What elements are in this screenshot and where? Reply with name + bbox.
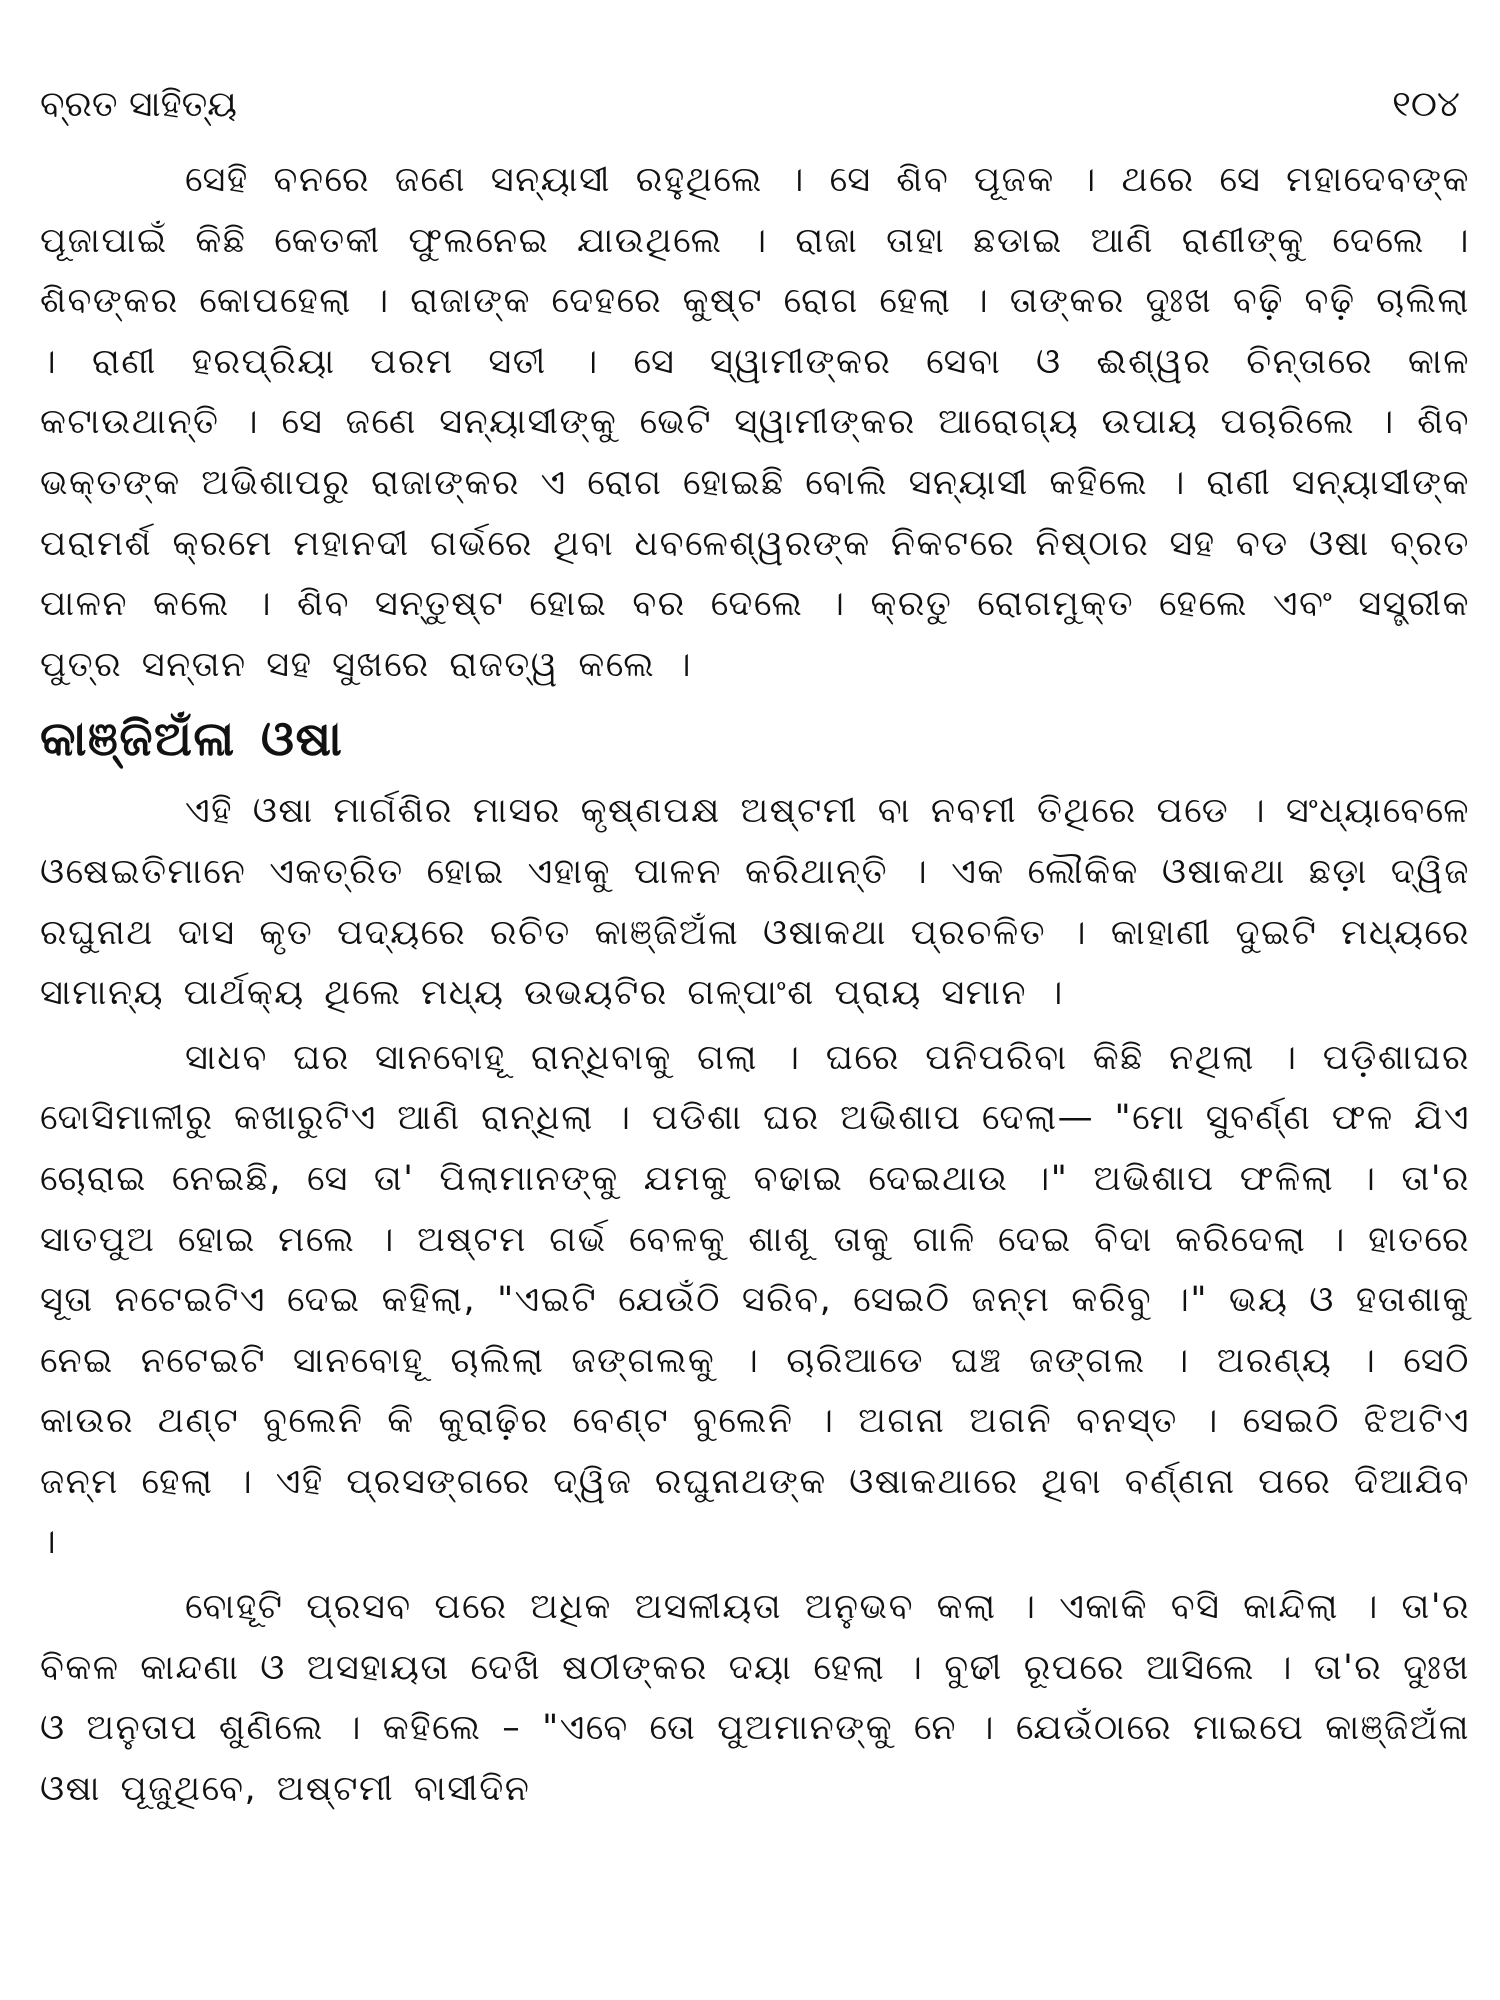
running-header (40, 80, 1470, 150)
section-heading: କାଞ୍ଜିଅଁଳା ଓଷା (40, 711, 344, 768)
page-body (40, 150, 1470, 1819)
paragraph-4: ବୋହୂଟି ପ୍ରସବ ପରେ ଅଧିକ ଅସଳୀୟତା ଅନୁଭବ କଲା । ଏକାକି ବସି କାନ୍ଦିଲା । ତା'ର ବିକଳ କାନ୍ଦଣା ଓ ଅସହାୟତା ଦେଖି ଷଠୀଙ୍କର ଦୟା ହେଲା । ବୁଢୀ ରୂପରେ ଆସିଲେ । ତା'ର ଦୁଃଖ ଓ ଅନୁତାପ ଶୁଣିଲେ । କହିଲେ – "ଏବେ ତୋ ପୁଅମାନଙ୍କୁ ନେ । ଯେଉଁଠାରେ ମାଇପେ କାଞ୍ଜିଅଁଳା ଓଷା ପୂଜୁଥିବେ, ଅଷ୍ଟମୀ ବାସୀଦିନ (40, 1587, 1470, 1809)
paragraph-3: ସାଧବ ଘର ସାନବୋହୂ ରାନ୍ଧିବାକୁ ଗଲା । ଘରେ ପନିପରିବା କିଛି ନଥିଲା । ପଡ଼ିଶାଘର ଦୋସିମାଳୀରୁ କଖାରୁଟିଏ ଆଣି ରାନ୍ଧିଲା । ପଡିଶା ଘର ଅଭିଶାପ ଦେଲା— "ମୋ ସୁବର୍ଣ୍ଣ ଫଳ ଯିଏ ଚୋରାଇ ନେଇଛି, ସେ ତା' ପିଲାମାନଙ୍କୁ ଯମକୁ ବଢାଇ ଦେଇଥାଉ ।" ଅଭିଶାପ ଫଳିଲା । ତା'ର ସାତପୁଅ ହୋଇ ମଲେ । ଅଷ୍ଟମ ଗର୍ଭ ବେଳକୁ ଶାଶୂ ତାକୁ ଗାଳି ଦେଇ ବିଦା କରିଦେଲା । ହାତରେ ସୂତା ନଟେଇଟିଏ ଦେଇ କହିଲା, "ଏଇଟି ଯେଉଁଠି ସରିବ, ସେଇଠି ଜନ୍ମ କରିବୁ ।" ଭୟ ଓ ହତାଶାକୁ ନେଇ ନଟେଇଟି ସାନବୋହୂ ଚାଲିଲା ଜଙ୍ଗଲକୁ । ଚାରିଆଡେ ଘଞ୍ଚ ଜଙ୍ଗଲ । ଅରଣ୍ୟ । ସେଠି କାଉର ଥଣ୍ଟ ବୁଲେନି କି କୁରାଢ଼ିର ବେଣ୍ଟ ବୁଲେନି । ଅଗନା ଅଗନି ବନସ୍ତ । ସେଇଠି ଝିଅଟିଏ ଜନ୍ମ ହେଲା । ଏହି ପ୍ରସଙ୍ଗରେ ଦ୍ୱିଜ ରଘୁନାଥଙ୍କ ଓଷାକଥାରେ ଥିବା ବର୍ଣ୍ଣନା ପରେ ଦିଆଯିବ । (40, 1037, 1470, 1563)
paragraph-1: ସେହି ବନରେ ଜଣେ ସନ୍ୟାସୀ ରହୁଥିଲେ । ସେ ଶିବ ପୂଜକ । ଥରେ ସେ ମହାଦେବଙ୍କ ପୂଜାପାଇଁ କିଛି କେତକୀ ଫୁଲନେଇ ଯାଉଥିଲେ । ରାଜା ତାହା ଛଡାଇ ଆଣି ରାଣୀଙ୍କୁ ଦେଲେ । ଶିବଙ୍କର କୋପହେଲା । ରାଜାଙ୍କ ଦେହରେ କୁଷ୍ଟ ରୋଗ ହେଲା । ତାଙ୍କର ଦୁଃଖ ବଢ଼ି ବଢ଼ି ଚାଲିଲା । ରାଣୀ ହରପ୍ରିୟା ପରମ ସତୀ । ସେ ସ୍ୱାମୀଙ୍କର ସେବା ଓ ଈଶ୍ୱର ଚିନ୍ତାରେ କାଳ କଟାଉଥାନ୍ତି । ସେ ଜଣେ ସନ୍ୟାସୀଙ୍କୁ ଭେଟି ସ୍ୱାମୀଙ୍କର ଆରୋଗ୍ୟ ଉପାୟ ପଚାରିଲେ । ଶିବ ଭକ୍ତଙ୍କ ଅଭିଶାପରୁ ରାଜାଙ୍କର ଏ ରୋଗ ହୋଇଛି ବୋଲି ସନ୍ୟାସୀ କହିଲେ । ରାଣୀ ସନ୍ୟାସୀଙ୍କ ପରାମର୍ଶ କ୍ରମେ ମହାନଦୀ ଗର୍ଭରେ ଥିବା ଧବଳେଶ୍ୱରଙ୍କ ନିକଟରେ ନିଷ୍ଠାର ସହ ବଡ ଓଷା ବ୍ରତ ପାଳନ କଲେ । ଶିବ ସନ୍ତୁଷ୍ଟ ହୋଇ ବର ଦେଲେ । କ୍ରତୁ ରୋଗମୁକ୍ତ ହେଲେ ଏବଂ ସସ୍ତ୍ରୀକ ପୁତ୍ର ସନ୍ତାନ ସହ ସୁଖରେ ରାଜତ୍ୱ କଲେ । (40, 160, 1470, 685)
running-title: ବ୍ରତ ସାହିତ୍ୟ (40, 84, 237, 125)
paragraph-2: ଏହି ଓଷା ମାର୍ଗଶିର ମାସର କୃଷ୍ଣପକ୍ଷ ଅଷ୍ଟମୀ ବା ନବମୀ ତିଥିରେ ପଡେ । ସଂଧ୍ୟାବେଳେ ଓଷେଇତିମାନେ ଏକତ୍ରିତ ହୋଇ ଏହାକୁ ପାଳନ କରିଥାନ୍ତି । ଏକ ଲୌକିକ ଓଷାକଥା ଛଡ଼ା ଦ୍ୱିଜ ରଘୁନାଥ ଦାସ କୃତ ପଦ୍ୟରେ ରଚିତ କାଞ୍ଜିଅଁଳା ଓଷାକଥା ପ୍ରଚଳିତ । କାହାଣୀ ଦୁଇଟି ମଧ୍ୟରେ ସାମାନ୍ୟ ପାର୍ଥକ୍ୟ ଥିଲେ ମଧ୍ୟ ଉଭୟଟିର ଗଳ୍ପାଂଶ ପ୍ରାୟ ସମାନ । (40, 791, 1470, 1014)
page-number: ୧୦୪ (1392, 84, 1460, 125)
